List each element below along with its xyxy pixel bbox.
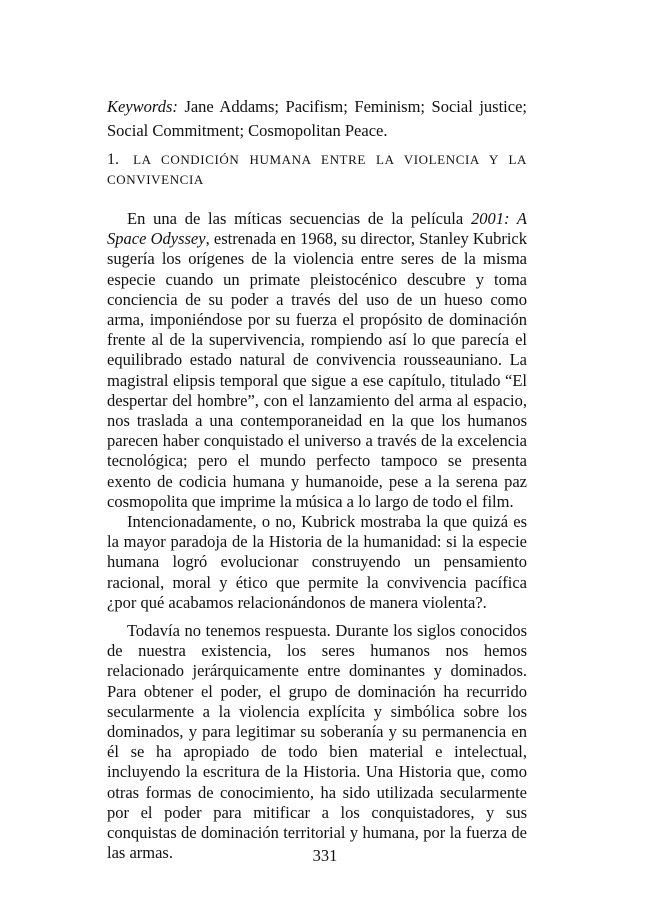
paragraph-3: Todavía no tenemos respuesta. Durante los siglos conocidos de nuestra existencia, los seres humanos nos hemos relacionado jerárquicamente entre dominantes y dominados. Para obtener el poder, el grupo de dominación ha recurrido secularmente a la violencia explícita y simbólica sobre los dominados, y para legitimar su soberanía y su permanencia en él se ha apropiado de todo bien material e intelectual, incluyendo la escritura de la Historia. Una Historia que, como otras formas de conocimiento, ha sido utilizada secularmente por el poder para mitificar a los conquistadores, y sus conquistas de dominación territorial y humana, por la fuerza de las armas. [107,621,527,863]
keywords-line [107,95,527,143]
paragraph-1 [107,209,527,512]
keywords-label: Keywords: [107,97,178,116]
keywords-text: Jane Addams; Pacifism; Feminism; Social justice; Social Commitment; Cosmopolitan Peace. [107,97,527,140]
film-title: 2001: A Space Odyssey [107,209,527,249]
section-title: LA CONDICIÓN HUMANA ENTRE LA VIOLENCIA Y LA CONVIVENCIA [107,152,527,187]
paragraph-2: Intencionadamente, o no, Kubrick mostraba la que quizá es la mayor paradoja de la Historia de la humanidad: si la especie humana logró evolucionar construyendo un pensamiento racional, moral y ético que permite la convivencia pacífica ¿por qué acabamos relacionándonos de manera violenta?. [107,512,527,612]
paragraph-1-start: En una de las míticas secuencias de la película [127,209,471,228]
section-number: 1. [107,151,119,168]
page-number: 331 [312,846,338,865]
body-text [107,209,527,864]
section-heading [107,150,527,190]
paragraph-1-rest: , estrenada en 1968, su director, Stanley Kubrick sugería los orígenes de la violencia entre seres de la misma especie cuando un primate pleistocénico descubre y toma conciencia de su poder a través del uso de un hueso como arma, imponiéndose por su fuerza el propósito de dominación frente al de la supervivencia, rompiendo así lo que parecía el equilibrado estado natural de convivencia rousseauniano. La magistral elipsis temporal que sigue a ese capítulo, titulado “El despertar del hombre”, con el lanzamiento del arma al espacio, nos traslada a una contemporaneidad en la que los humanos parecen haber conquistado el universo a través de la excelencia tecnológica; pero el mundo perfecto tampoco se presenta exento de codicia humana y humanoide, pese a la serena paz cosmopolita que imprime la música a lo largo de todo el film. [107,229,527,511]
